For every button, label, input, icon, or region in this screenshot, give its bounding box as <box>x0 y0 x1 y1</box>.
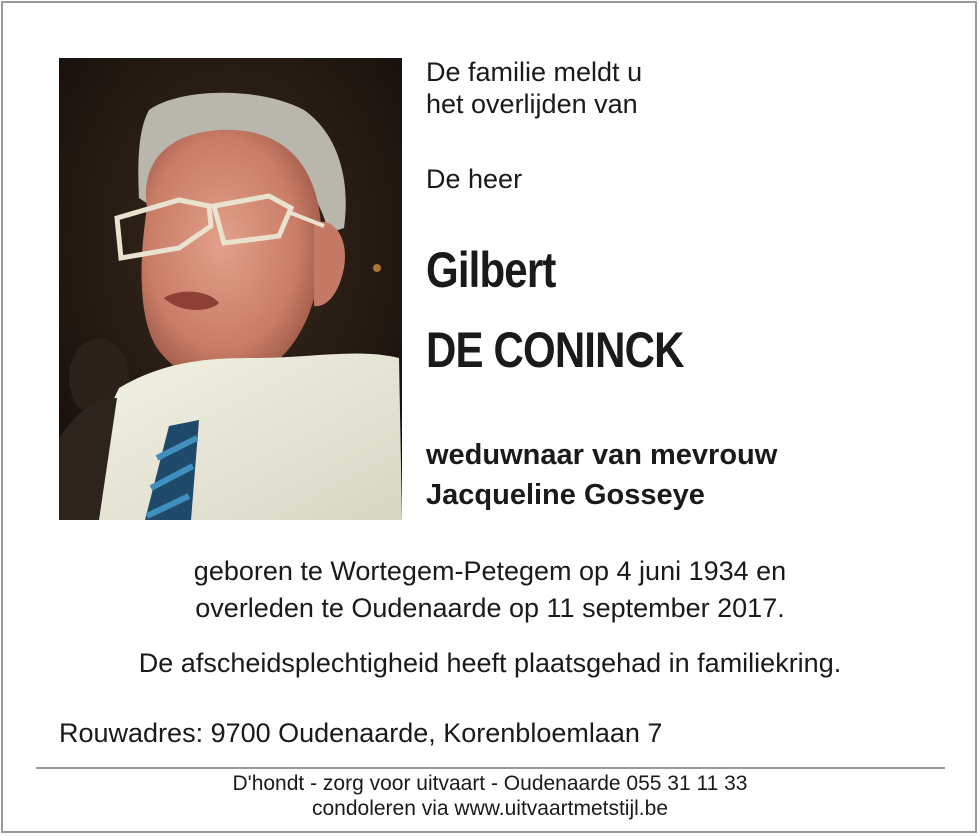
intro-line-2: het overlijden van <box>426 89 638 119</box>
widow-line-2: Jacqueline Gosseye <box>426 479 705 511</box>
footer-divider <box>36 767 945 769</box>
intro-line-1: De familie meldt u <box>426 57 643 87</box>
widow-line-1: weduwnaar van mevrouw <box>426 439 778 471</box>
ceremony-text: De afscheidsplechtigheid heeft plaatsgehad in familiekring. <box>138 648 842 678</box>
born-line: geboren te Wortegem-Petegem op 4 juni 1934 en <box>193 556 787 586</box>
honorific: De heer <box>426 164 523 194</box>
condolence-link[interactable]: condoleren via www.uitvaartmetstijl.be <box>312 797 668 820</box>
last-name: DE CONINCK <box>426 322 684 378</box>
widow-text <box>426 435 777 515</box>
first-name: Gilbert <box>426 242 556 298</box>
life-dates <box>0 553 980 627</box>
mourning-address: Rouwadres: 9700 Oudenaarde, Korenbloemlaan 7 <box>59 718 663 748</box>
died-line: overleden te Oudenaarde op 11 september 2017. <box>195 593 785 623</box>
footer <box>0 771 980 821</box>
intro-text <box>426 56 642 120</box>
funeral-home-line: D'hondt - zorg voor uitvaart - Oudenaarde 055 31 11 33 <box>232 772 748 795</box>
portrait-photo <box>59 58 402 520</box>
